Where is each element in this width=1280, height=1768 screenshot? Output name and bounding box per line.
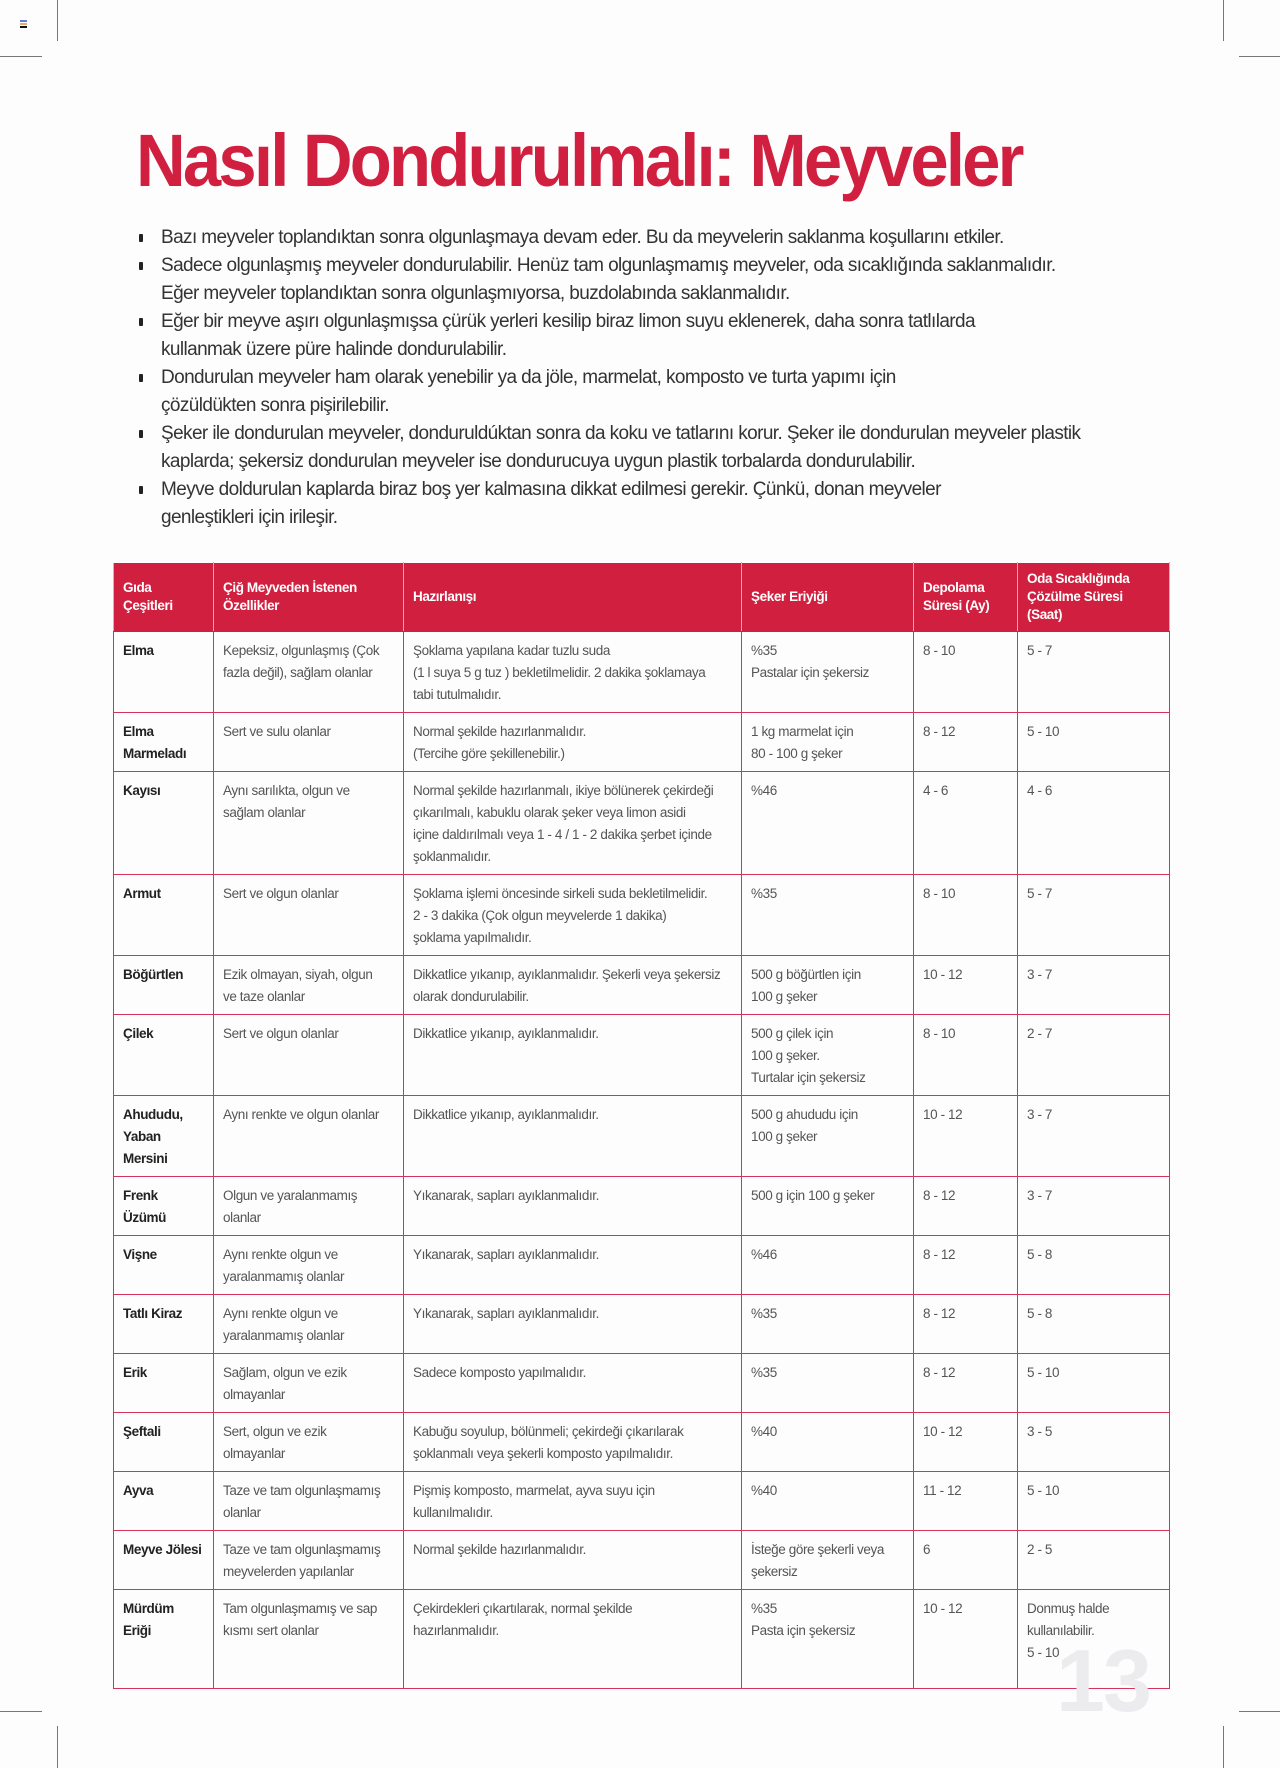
food-name-cell: Kayısı [114,772,214,875]
preparation-cell: Normal şekilde hazırlanmalıdır. [404,1531,742,1590]
crop-mark [0,1711,42,1712]
food-name-cell: Meyve Jölesi [114,1531,214,1590]
thaw-time-cell: 5 - 10 [1018,1354,1170,1413]
preparation-cell: Yıkanarak, sapları ayıklanmalıdır. [404,1236,742,1295]
bullet-item [136,364,1166,420]
table-row [114,1015,1170,1096]
food-name-cell: Elma [114,632,214,713]
sugar-syrup-cell: 1 kg marmelat için 80 - 100 g şeker [742,713,914,772]
sugar-syrup-cell: İsteğe göre şekerli veya şekersiz [742,1531,914,1590]
food-name-cell: Çilek [114,1015,214,1096]
bullet-line: Bazı meyveler toplandıktan sonra olgunlaşmaya devam eder. Bu da meyvelerin saklanma koşullarını etkiler. [161,227,1004,248]
raw-fruit-properties-cell: Taze ve tam olgunlaşmamış meyvelerden yapılanlar [214,1531,404,1590]
table-row [114,1295,1170,1354]
bullet-item [136,224,1166,252]
storage-duration-cell: 10 - 12 [914,1413,1018,1472]
page-number: 13 [1056,1631,1150,1730]
crop-mark [0,56,42,57]
column-header: Şeker Eriyiği [742,563,914,632]
raw-fruit-properties-cell: Sert ve sulu olanlar [214,713,404,772]
table-row [114,1531,1170,1590]
raw-fruit-properties-cell: Ezik olmayan, siyah, olgun ve taze olanlar [214,956,404,1015]
preparation-cell: Dikkatlice yıkanıp, ayıklanmalıdır. [404,1015,742,1096]
table-row [114,956,1170,1015]
raw-fruit-properties-cell: Tam olgunlaşmamış ve sap kısmı sert olanlar [214,1590,404,1689]
thaw-time-cell: Donmuş halde kullanılabilir. 5 - 10 [1018,1590,1170,1689]
preparation-cell: Yıkanarak, sapları ayıklanmalıdır. [404,1295,742,1354]
thaw-time-cell: 5 - 7 [1018,632,1170,713]
storage-duration-cell: 6 [914,1531,1018,1590]
raw-fruit-properties-cell: Aynı renkte olgun ve yaralanmamış olanlar [214,1295,404,1354]
preparation-cell: Normal şekilde hazırlanmalı, ikiye bölünerek çekirdeği çıkarılmalı, kabuklu olarak şeker veya limon asidi içine daldırılmalı veya 1 - 4 / 1 - 2 dakika şerbet içinde şoklanmalıdır. [404,772,742,875]
bullet-list [136,224,1166,532]
raw-fruit-properties-cell: Aynı renkte olgun ve yaralanmamış olanlar [214,1236,404,1295]
bullet-item [136,308,1166,364]
thaw-time-cell: 5 - 7 [1018,875,1170,956]
raw-fruit-properties-cell: Sert ve olgun olanlar [214,875,404,956]
crop-mark [57,1726,58,1768]
crop-mark [1223,1726,1224,1768]
table-row [114,875,1170,956]
sugar-syrup-cell: 500 g böğürtlen için 100 g şeker [742,956,914,1015]
registration-icon [20,20,27,29]
preparation-cell: Dikkatlice yıkanıp, ayıklanmalıdır. [404,1096,742,1177]
preparation-cell: Şoklama işlemi öncesinde sirkeli suda bekletilmelidir. 2 - 3 dakika (Çok olgun meyvelerde 1 dakika) şoklama yapılmalıdır. [404,875,742,956]
bullet-line: Eğer meyveler toplandıktan sonra olgunlaşmıyorsa, buzdolabında saklanmalıdır. [161,283,790,304]
freezing-table [113,562,1170,1689]
food-name-cell: Tatlı Kiraz [114,1295,214,1354]
column-header: Hazırlanışı [404,563,742,632]
thaw-time-cell: 5 - 8 [1018,1295,1170,1354]
food-name-cell: Ayva [114,1472,214,1531]
storage-duration-cell: 8 - 10 [914,875,1018,956]
raw-fruit-properties-cell: Aynı renkte ve olgun olanlar [214,1096,404,1177]
sugar-syrup-cell: 500 g için 100 g şeker [742,1177,914,1236]
table-row [114,1354,1170,1413]
bullet-line: kullanmak üzere püre halinde dondurulabilir. [161,339,507,360]
sugar-syrup-cell: %35 [742,875,914,956]
preparation-cell: Dikkatlice yıkanıp, ayıklanmalıdır. Şekerli veya şekersiz olarak dondurulabilir. [404,956,742,1015]
table-row [114,713,1170,772]
food-name-cell: Vişne [114,1236,214,1295]
bullet-item [136,420,1166,476]
bullet-line: Şeker ile dondurulan meyveler, donduruldúktan sonra da koku ve tatlarını korur. Şeker ile dondurulan meyveler plastik [161,423,1081,444]
storage-duration-cell: 10 - 12 [914,1590,1018,1689]
thaw-time-cell: 5 - 10 [1018,1472,1170,1531]
thaw-time-cell: 5 - 8 [1018,1236,1170,1295]
storage-duration-cell: 8 - 12 [914,1354,1018,1413]
bullet-item [136,252,1166,308]
crop-mark [1239,1711,1280,1712]
table-row [114,1236,1170,1295]
thaw-time-cell: 2 - 7 [1018,1015,1170,1096]
sugar-syrup-cell: %46 [742,1236,914,1295]
table-row [114,1096,1170,1177]
preparation-cell: Yıkanarak, sapları ayıklanmalıdır. [404,1177,742,1236]
food-name-cell: Şeftali [114,1413,214,1472]
preparation-cell: Kabuğu soyulup, bölünmeli; çekirdeği çıkarılarak şoklanmalı veya şekerli komposto yapılmalıdır. [404,1413,742,1472]
crop-mark [1223,0,1224,41]
thaw-time-cell: 2 - 5 [1018,1531,1170,1590]
food-name-cell: Mürdüm Eriği [114,1590,214,1689]
column-header: Depolama Süresi (Ay) [914,563,1018,632]
raw-fruit-properties-cell: Aynı sarılıkta, olgun ve sağlam olanlar [214,772,404,875]
thaw-time-cell: 4 - 6 [1018,772,1170,875]
bullet-line: Eğer bir meyve aşırı olgunlaşmışsa çürük yerleri kesilip biraz limon suyu eklenerek, daha sonra tatlılarda [161,311,975,332]
bullet-item [136,476,1166,532]
column-header: Oda Sıcaklığında Çözülme Süresi (Saat) [1018,563,1170,632]
food-name-cell: Frenk Üzümü [114,1177,214,1236]
storage-duration-cell: 11 - 12 [914,1472,1018,1531]
food-name-cell: Armut [114,875,214,956]
raw-fruit-properties-cell: Sert, olgun ve ezik olmayanlar [214,1413,404,1472]
storage-duration-cell: 8 - 10 [914,1015,1018,1096]
preparation-cell: Sadece komposto yapılmalıdır. [404,1354,742,1413]
sugar-syrup-cell: %40 [742,1413,914,1472]
storage-duration-cell: 8 - 12 [914,1236,1018,1295]
sugar-syrup-cell: %35 Pasta için şekersiz [742,1590,914,1689]
preparation-cell: Çekirdekleri çıkartılarak, normal şekilde hazırlanmalıdır. [404,1590,742,1689]
storage-duration-cell: 4 - 6 [914,772,1018,875]
page-title: Nasıl Dondurulmalı: Meyveler [136,119,1022,202]
table-row [114,1177,1170,1236]
table-row [114,772,1170,875]
sugar-syrup-cell: %46 [742,772,914,875]
storage-duration-cell: 8 - 12 [914,1295,1018,1354]
thaw-time-cell: 3 - 7 [1018,956,1170,1015]
food-name-cell: Ahududu, Yaban Mersini [114,1096,214,1177]
thaw-time-cell: 3 - 7 [1018,1177,1170,1236]
sugar-syrup-cell: 500 g ahududu için 100 g şeker [742,1096,914,1177]
preparation-cell: Normal şekilde hazırlanmalıdır. (Tercihe göre şekillenebilir.) [404,713,742,772]
storage-duration-cell: 10 - 12 [914,956,1018,1015]
sugar-syrup-cell: %35 [742,1295,914,1354]
table-row [114,632,1170,713]
storage-duration-cell: 10 - 12 [914,1096,1018,1177]
bullet-line: Dondurulan meyveler ham olarak yenebilir ya da jöle, marmelat, komposto ve turta yapımı için [161,367,896,388]
table-row [114,1590,1170,1689]
table-row [114,1413,1170,1472]
sugar-syrup-cell: %35 [742,1354,914,1413]
thaw-time-cell: 3 - 7 [1018,1096,1170,1177]
bullet-line: Sadece olgunlaşmış meyveler dondurulabilir. Henüz tam olgunlaşmamış meyveler, oda sıcaklığında saklanmalıdır. [161,255,1056,276]
raw-fruit-properties-cell: Taze ve tam olgunlaşmamış olanlar [214,1472,404,1531]
storage-duration-cell: 8 - 12 [914,713,1018,772]
thaw-time-cell: 3 - 5 [1018,1413,1170,1472]
sugar-syrup-cell: 500 g çilek için 100 g şeker. Turtalar için şekersiz [742,1015,914,1096]
storage-duration-cell: 8 - 12 [914,1177,1018,1236]
raw-fruit-properties-cell: Sert ve olgun olanlar [214,1015,404,1096]
crop-mark [1239,56,1280,57]
bullet-line: genleştikleri için irileşir. [161,507,338,528]
sugar-syrup-cell: %35 Pastalar için şekersiz [742,632,914,713]
bullet-line: çözüldükten sonra pişirilebilir. [161,395,389,416]
bullet-line: kaplarda; şekersiz dondurulan meyveler ise dondurucuya uygun plastik torbalarda dondurulabilir. [161,451,916,472]
raw-fruit-properties-cell: Kepeksiz, olgunlaşmış (Çok fazla değil), sağlam olanlar [214,632,404,713]
crop-mark [57,0,58,41]
preparation-cell: Pişmiş komposto, marmelat, ayva suyu için kullanılmalıdır. [404,1472,742,1531]
bullet-line: Meyve doldurulan kaplarda biraz boş yer kalmasına dikkat edilmesi gerekir. Çünkü, donan meyveler [161,479,941,500]
column-header: Gıda Çeşitleri [114,563,214,632]
raw-fruit-properties-cell: Sağlam, olgun ve ezik olmayanlar [214,1354,404,1413]
table-row [114,1472,1170,1531]
thaw-time-cell: 5 - 10 [1018,713,1170,772]
column-header: Çiğ Meyveden İstenen Özellikler [214,563,404,632]
raw-fruit-properties-cell: Olgun ve yaralanmamış olanlar [214,1177,404,1236]
storage-duration-cell: 8 - 10 [914,632,1018,713]
food-name-cell: Erik [114,1354,214,1413]
table-header-row [114,563,1170,632]
food-name-cell: Böğürtlen [114,956,214,1015]
food-name-cell: Elma Marmeladı [114,713,214,772]
preparation-cell: Şoklama yapılana kadar tuzlu suda (1 l suya 5 g tuz ) bekletilmelidir. 2 dakika şoklamaya tabi tutulmalıdır. [404,632,742,713]
sugar-syrup-cell: %40 [742,1472,914,1531]
